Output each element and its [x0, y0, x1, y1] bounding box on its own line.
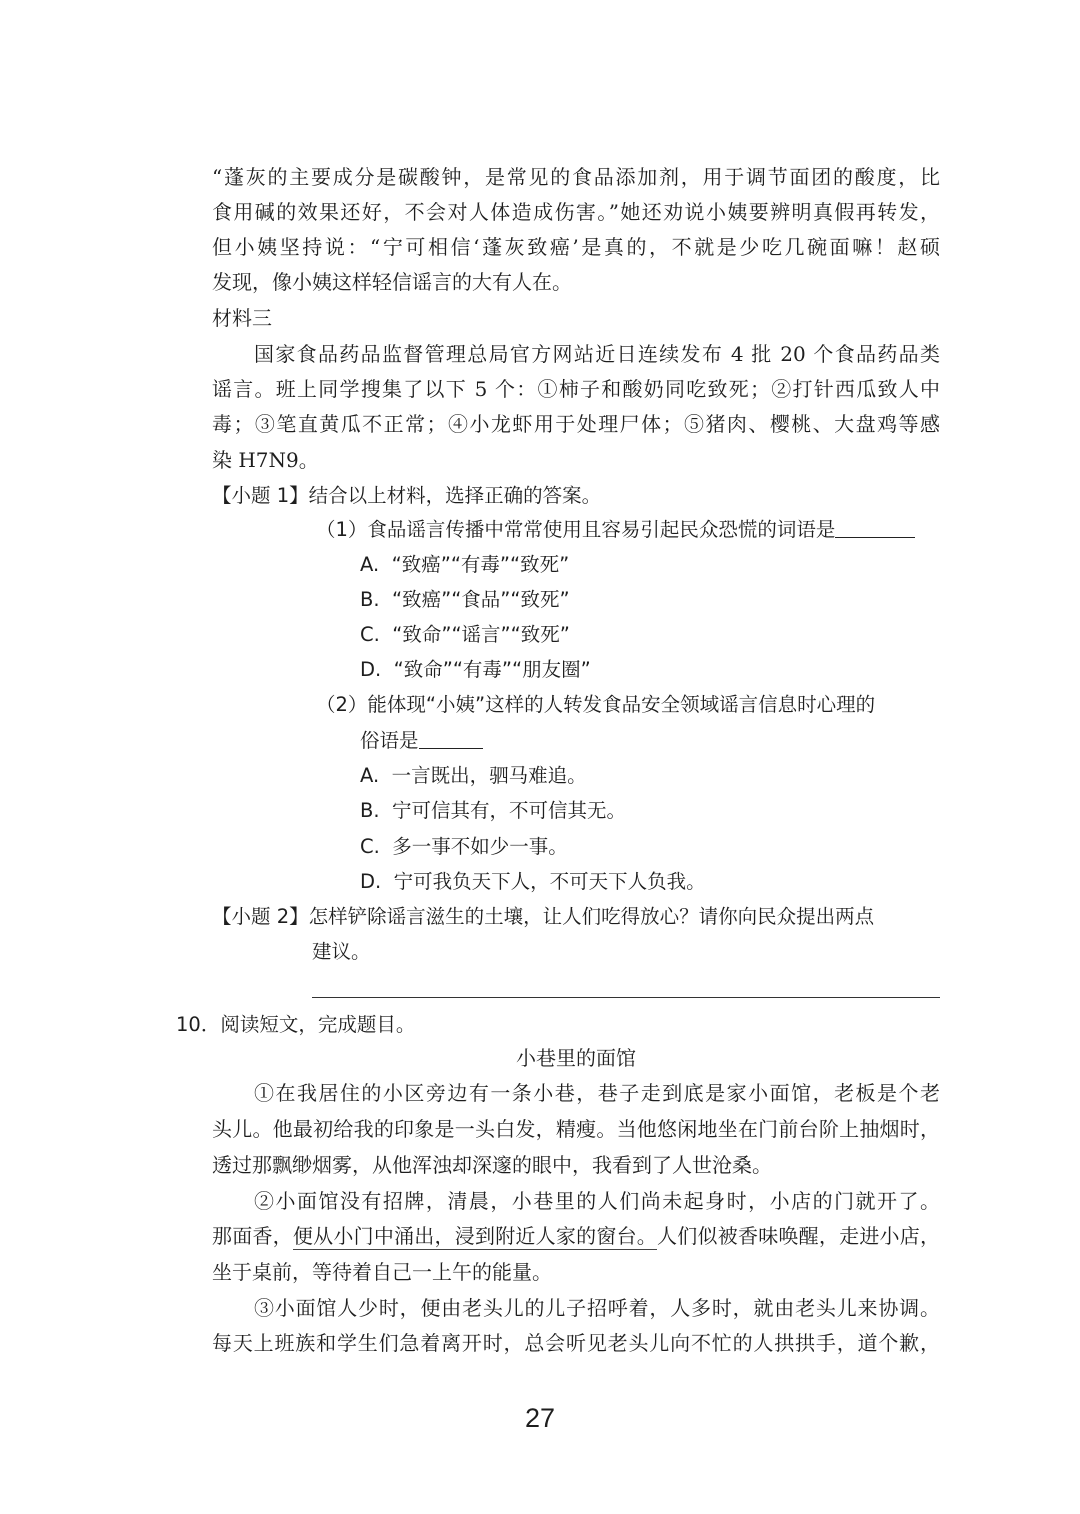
- option-text: 宁可我负天下人，不可天下人负我。: [393, 870, 706, 893]
- q1-sub2-text2: 俗语是: [360, 729, 419, 752]
- p1-line-3: 透过那飘缈烟雾，从他浑浊却深邃的眼中，我看到了人世沧桑。: [212, 1153, 772, 1177]
- q1-sub2-option-b[interactable]: [360, 798, 626, 824]
- q1-text: 结合以上材料，选择正确的答案。: [308, 484, 602, 507]
- q1-label: 【小题 1】: [212, 484, 309, 507]
- p2-line-1: ②小面馆没有招牌，清晨，小巷里的人们尚未起身时，小店的门就开了。: [254, 1189, 940, 1213]
- option-letter: A.: [360, 764, 380, 787]
- p1-line-1: ①在我居住的小区旁边有一条小巷，巷子走到底是家小面馆，老板是个老: [254, 1081, 940, 1105]
- option-text: “致命”“有毒”“朋友圈”: [393, 658, 591, 681]
- material2-line-4: 发现，像小姨这样轻信谣言的大有人在。: [212, 270, 572, 294]
- material3-line-2: 谣言。班上同学搜集了以下 5 个：①柿子和酸奶同吃致死；②打针西瓜致人中: [212, 377, 940, 401]
- material2-line-3: 但小姨坚持说：“宁可相信‘蓬灰致癌’是真的，不就是少吃几碗面嘛！赵硕: [212, 235, 940, 259]
- q1-sub1-option-c[interactable]: [360, 622, 570, 648]
- p1-line-2: 头儿。他最初给我的印象是一头白发，精瘦。当他悠闲地坐在门前台阶上抽烟时，: [212, 1117, 940, 1141]
- q2-text2: 建议。: [312, 940, 371, 963]
- page-number: 27: [524, 1403, 556, 1433]
- p3-line-2: 每天上班族和学生们急着离开时，总会听见老头儿向不忙的人拱拱手，道个歉，: [212, 1331, 940, 1355]
- option-text: 宁可信其有，不可信其无。: [391, 799, 626, 822]
- q1-sub2-option-c[interactable]: [360, 834, 568, 860]
- answer-line[interactable]: [312, 997, 940, 998]
- option-letter: D.: [360, 658, 382, 681]
- option-letter: C.: [360, 623, 380, 646]
- q2-text1: 怎样铲除谣言滋生的土壤，让人们吃得放心？请你向民众提出两点: [308, 905, 875, 928]
- option-letter: B.: [360, 799, 380, 822]
- underlined-sentence: 便从小门中涌出，浸到附近人家的窗台。: [292, 1224, 658, 1248]
- option-letter: B.: [360, 588, 380, 611]
- material3-line-1: 国家食品药品监督管理总局官方网站近日连续发布 4 批 20 个食品药品类: [254, 342, 940, 366]
- q1-header: [212, 482, 601, 509]
- q1-sub1-option-a[interactable]: [360, 552, 569, 578]
- material3-heading: 材料三: [212, 306, 272, 330]
- q1-sub1: [316, 517, 915, 543]
- answer-blank-2[interactable]: [419, 728, 483, 749]
- q2-label: 【小题 2】: [212, 905, 309, 928]
- option-text: 多一事不如少一事。: [392, 835, 568, 858]
- option-letter: C.: [360, 835, 380, 858]
- q1-sub2-option-a[interactable]: [360, 763, 587, 789]
- q1-sub2-option-d[interactable]: [360, 869, 706, 895]
- option-text: “致命”“谣言”“致死”: [392, 623, 570, 646]
- p2-line-2-pre: 那面香，: [212, 1224, 293, 1248]
- option-letter: A.: [360, 553, 380, 576]
- p2-line-2-post: 人们似被香味唤醒，走进小店，: [657, 1224, 941, 1248]
- q1-sub2-line-1: [316, 692, 875, 718]
- q2-header: [212, 904, 874, 930]
- q1-sub1-option-b[interactable]: [360, 587, 570, 613]
- option-text: “致癌”“有毒”“致死”: [391, 553, 570, 576]
- q1-sub2-line-2: [360, 728, 483, 754]
- p3-line-1: ③小面馆人少时，便由老头儿的儿子招呼着，人多时，就由老头儿来协调。: [254, 1296, 940, 1320]
- q10-text: 阅读短文，完成题目。: [220, 1013, 416, 1036]
- p2-line-2: [212, 1223, 940, 1249]
- q1-sub1-option-d[interactable]: [360, 657, 591, 683]
- material2-line-1: “蓬灰的主要成分是碳酸钟，是常见的食品添加剂，用于调节面团的酸度，比: [212, 165, 940, 189]
- q1-sub1-text: 食品谣言传播中常常使用且容易引起民众恐慌的词语是: [367, 518, 836, 541]
- material3-line-3: 毒；③笔直黄瓜不正常；④小龙虾用于处理尸体；⑤猪肉、樱桃、大盘鸡等感: [212, 412, 940, 436]
- answer-blank-1[interactable]: [835, 517, 915, 538]
- q10-label: 10．: [176, 1013, 221, 1036]
- q10-header: [176, 1012, 415, 1038]
- material3-line-4: 染 H7N9。: [212, 448, 319, 472]
- q1-sub2-num: （2）: [316, 693, 368, 716]
- q1-sub1-num: （1）: [316, 518, 368, 541]
- option-text: “致癌”“食品”“致死”: [391, 588, 570, 611]
- passage-title: 小巷里的面馆: [516, 1046, 636, 1070]
- option-text: 一言既出，驷马难追。: [391, 764, 587, 787]
- option-letter: D.: [360, 870, 382, 893]
- q1-sub2-text1: 能体现“小姨”这样的人转发食品安全领域谣言信息时心理的: [367, 693, 876, 716]
- material2-line-2: 食用碱的效果还好，不会对人体造成伤害。”她还劝说小姨要辨明真假再转发，: [212, 200, 940, 224]
- p2-line-3: 坐于桌前，等待着自己一上午的能量。: [212, 1260, 552, 1284]
